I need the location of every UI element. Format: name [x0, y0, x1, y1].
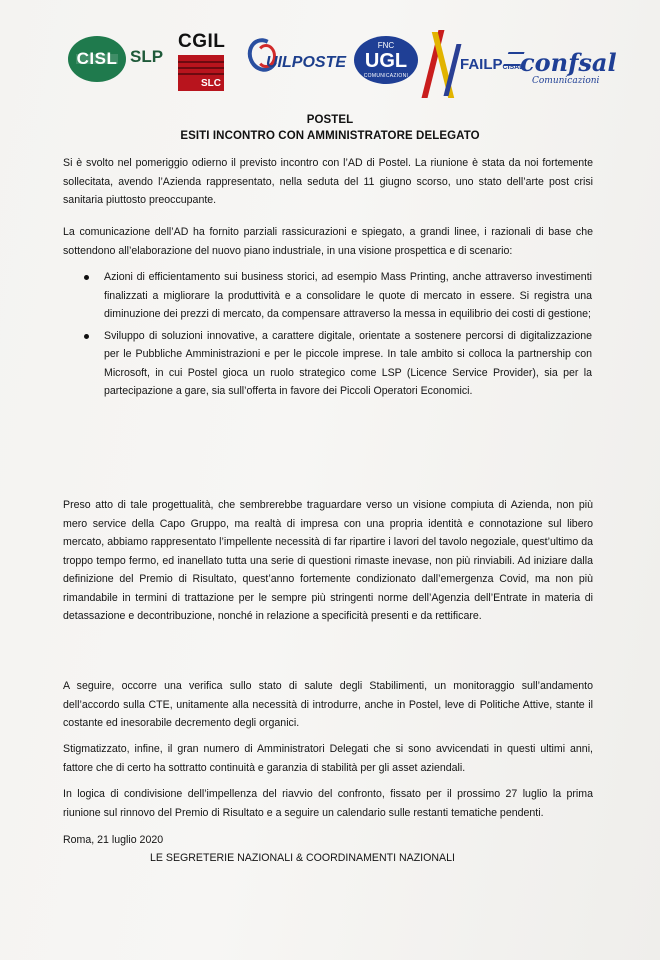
uilposte-logo-text: UILPOSTE [266, 54, 347, 71]
confsal-logo-subtext: Comunicazioni [532, 76, 600, 86]
document-title: POSTEL [306, 114, 354, 126]
slc-logo-mark: SLC [178, 55, 224, 91]
cgil-logo-text: CGIL [178, 31, 226, 52]
paragraph-assessment: Preso atto di tale progettualità, che sembrerebbe traguardare verso un visione compiuta di Azienda, non più mero service della Capo Gruppo, ma realtà di impresa con una propria identità e connotazione sul libero mercato, abbiamo rappresentato l’impellente necessità di far ripartire i lavori del tavolo negoziale, quest’ultimo da troppo tempo fermo, ed inanellato tutta una serie di questioni rimaste inevase, non più rinviabili. Ad iniziare dalla definizione del Premio di Risultato, quest’anno fortemente condizionato dall’emergenza Covid, ma non più rimandabile in termini di trattazione per le sempre più stringenti norme dell’Agenzia dell’Entrate in materia di detassazione e decontribuzione, nonché in relazione a specificità presenti e da rettificare. [63, 499, 593, 622]
signature: LE SEGRETERIE NAZIONALI & COORDINAMENTI NAZIONALI [150, 852, 455, 864]
document-subtitle: ESITI INCONTRO CON AMMINISTRATORE DELEGATO [180, 130, 480, 142]
paragraph-intro: Si è svolto nel pomeriggio odierno il previsto incontro con l’AD di Postel. La riunione è stata da noi fortemente sollecitata, avendo l’Azienda rappresentato, nella seduta del 11 giugno scorso, uno stato dell’arte post crisi sanitaria piuttosto preoccupante. [63, 157, 593, 206]
failp-logo-text: FAILPCISAL [460, 56, 524, 73]
cisl-logo-mark: CISL [68, 36, 126, 82]
paragraph-verification: A seguire, occorre una verifica sullo stato di salute degli Stabilimenti, un monitoraggio sull’andamento dell’accordo sulla CTE, unitamente alla necessità di introdurre, anche in Postel, leve di Politiche Attive, stante il costante ed inesorabile decremento degli organici. [63, 680, 593, 729]
list-item: Azioni di efficientamento sui business storici, ad esempio Mass Printing, anche attraverso investimenti finalizzati a migliorare la produttività e a consolidare le quote di mercato in essere. Si registra una diminuzione dei prezzi di mercato, da compensare attraverso la messa in equilibrio dei costi di gestione; [80, 268, 592, 324]
paragraph-administrators: Stigmatizzato, infine, il gran numero di Amministratori Delegati che si sono avvicendati in questi ultimi anni, fattore che di certo ha sottratto continuità e garanzia di stabilità per gli asset aziendali. [63, 743, 593, 774]
union-logos [58, 26, 617, 106]
paragraph-next-meeting: In logica di condivisione dell’impellenza del riavvio del confronto, fissato per il prossimo 27 luglio la prima riunione sul rinnovo del Premio di Risultato e a seguire un calendario sulle restanti tematiche pendenti. [63, 788, 593, 819]
bullet-icon [84, 334, 89, 339]
bullet-list [80, 268, 592, 404]
list-item: Sviluppo di soluzioni innovative, a carattere digitale, orientate a sostenere percorsi di digitalizzazione per le Pubbliche Amministrazioni e per le piccole imprese. In tale ambito si colloca la partnership con Microsoft, in cui Postel gioca un ruolo strategico come LSP (Licence Service Provider), sia per la partecipazione a gare, sia sull’offerta in favore dei Piccoli Operatori Economici. [80, 327, 592, 401]
paragraph-communication: La comunicazione dell’AD ha fornito parziali rassicurazioni e spiegato, a grandi linee, i razionali di base che sottendono all’elaborazione del nuovo piano industriale, in una visione prospettica e di scenario: [63, 226, 593, 257]
slp-logo-text: SLP [130, 47, 164, 66]
document-date: Roma, 21 luglio 2020 [63, 834, 164, 846]
bullet-icon [84, 275, 89, 280]
ugl-logo-mark: FNC UGL COMUNICAZIONI [354, 36, 418, 84]
confsal-logo-text: confsal [520, 48, 617, 77]
